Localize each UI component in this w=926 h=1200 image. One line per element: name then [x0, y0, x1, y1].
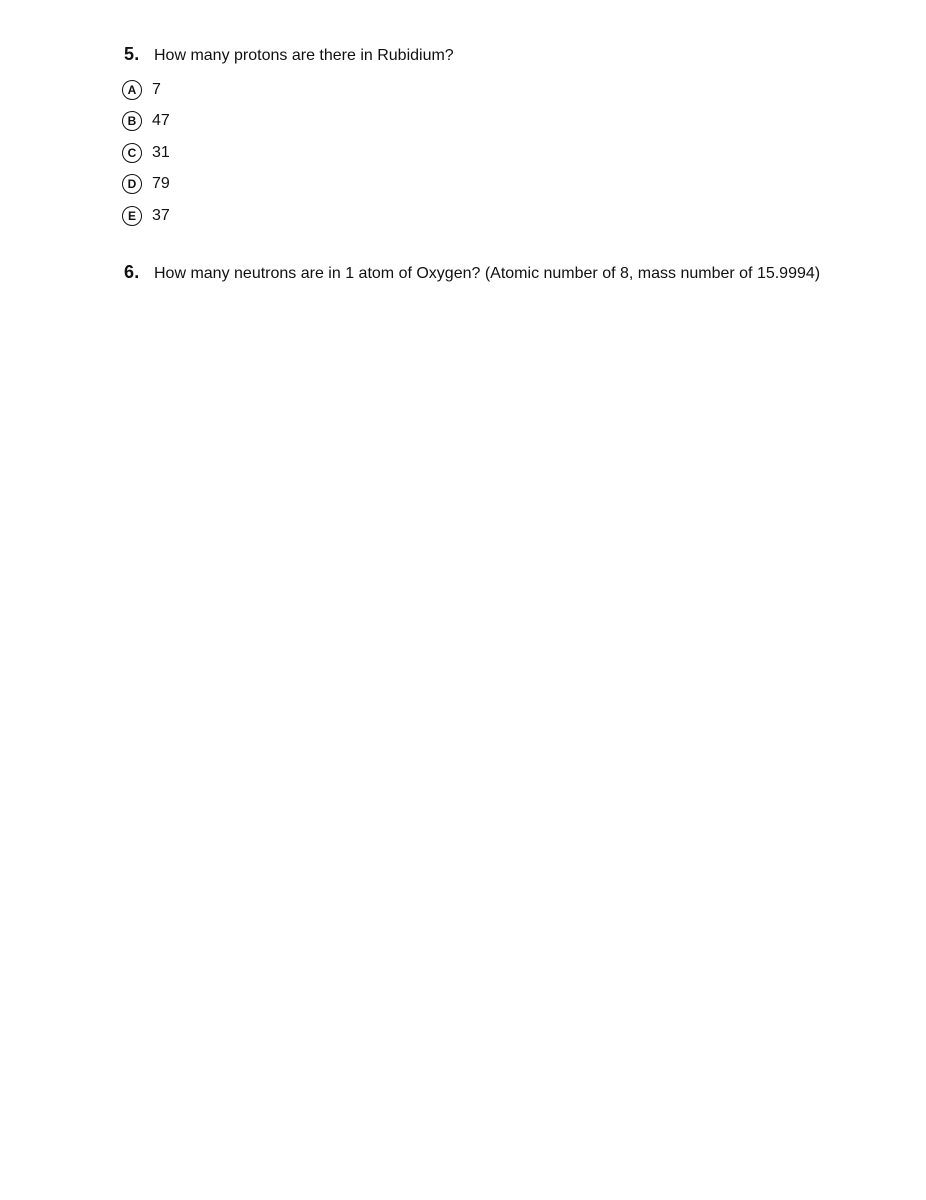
- option-a[interactable]: [124, 74, 884, 106]
- option-d[interactable]: [124, 169, 884, 201]
- question-6-line: [124, 262, 884, 286]
- option-d-text: 79: [152, 175, 170, 193]
- question-text: How many neutrons are in 1 atom of Oxygen? (Atomic number of 8, mass number of 15.9994): [154, 265, 821, 282]
- option-c[interactable]: [124, 137, 884, 169]
- question-6: [124, 262, 884, 286]
- option-b-bubble[interactable]: B: [122, 111, 142, 131]
- option-a-bubble[interactable]: A: [122, 80, 142, 100]
- option-b[interactable]: [124, 106, 884, 138]
- option-c-bubble[interactable]: C: [122, 143, 142, 163]
- question-5: [124, 44, 884, 232]
- option-e-bubble[interactable]: E: [122, 206, 142, 226]
- question-5-line: [124, 44, 884, 68]
- option-e[interactable]: [124, 200, 884, 232]
- option-b-text: 47: [152, 112, 170, 130]
- question-text: How many protons are there in Rubidium?: [154, 47, 454, 64]
- option-e-text: 37: [152, 206, 170, 224]
- question-number: 6.: [124, 262, 140, 282]
- option-a-text: 7: [152, 80, 161, 98]
- option-d-bubble[interactable]: D: [122, 174, 142, 194]
- option-c-text: 31: [152, 143, 170, 161]
- answer-options: [124, 74, 884, 232]
- question-number: 5.: [124, 44, 140, 64]
